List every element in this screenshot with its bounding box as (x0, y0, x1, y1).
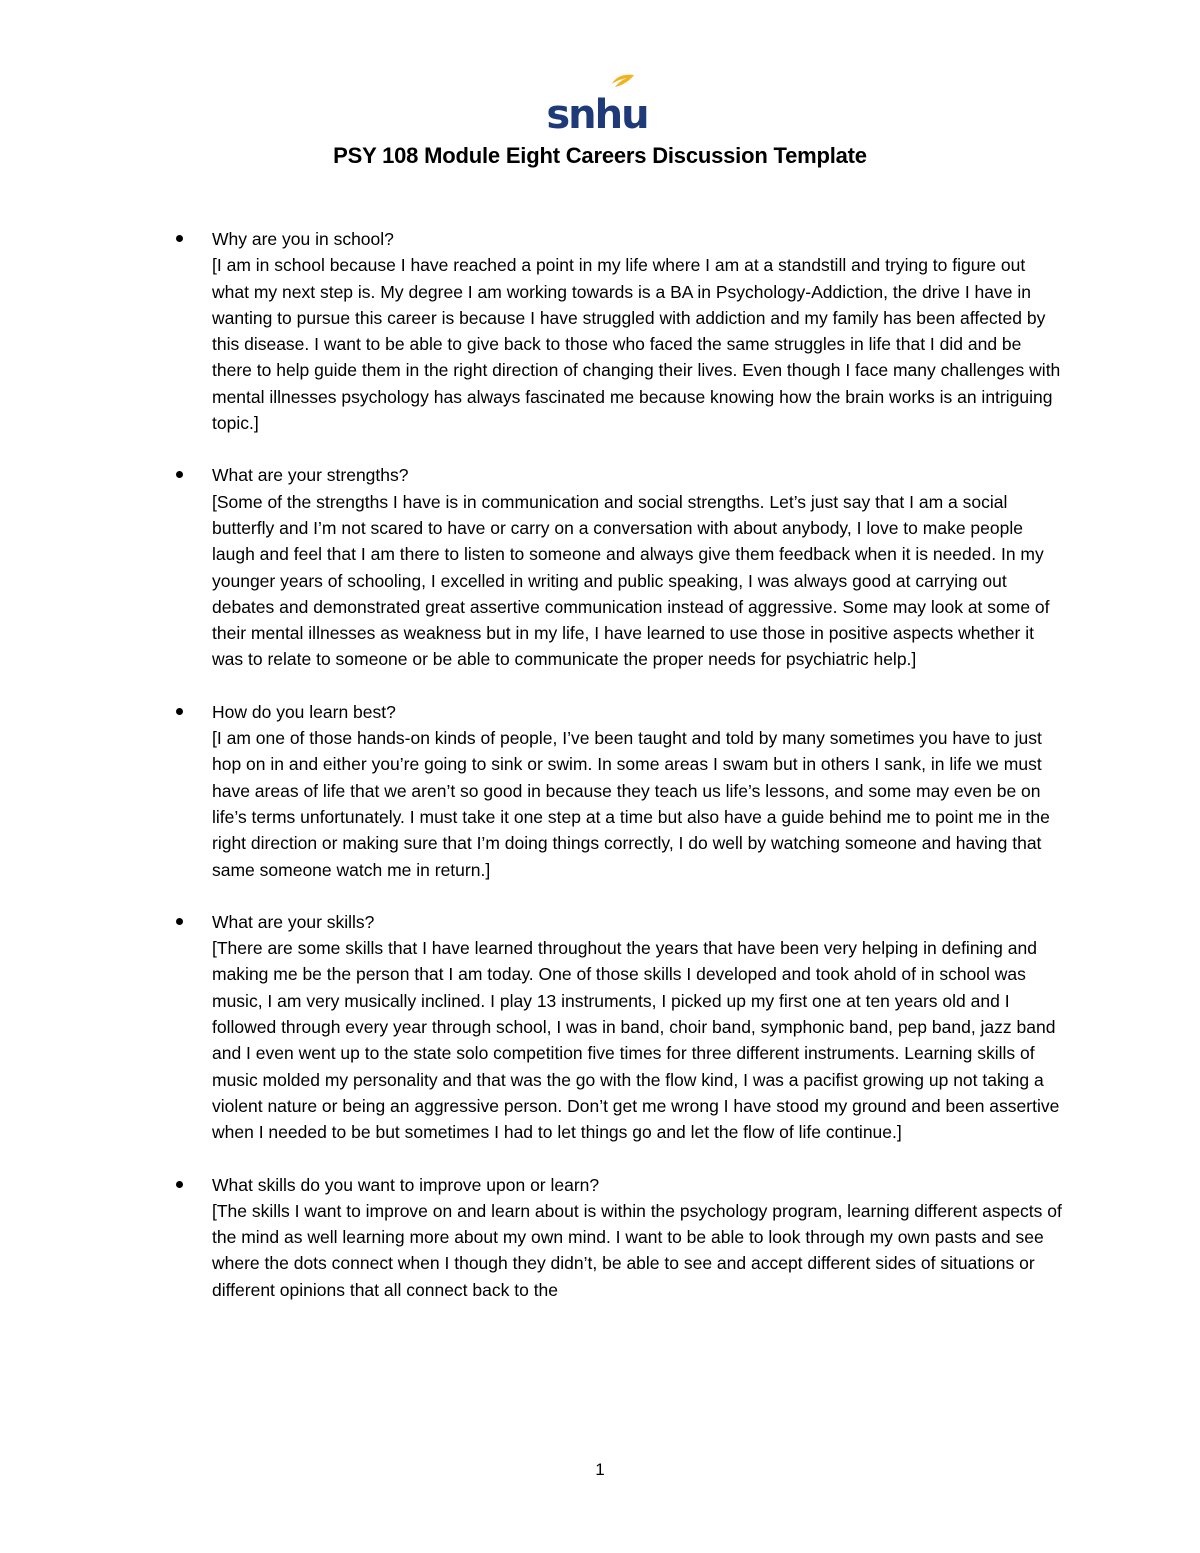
list-item (0, 699, 1062, 883)
question-list (0, 226, 1200, 1329)
answer-text: [I am in school because I have reached a point in my life where I am at a standstill and trying to figure out what my next step is. My degree I am working towards is a BA in Psychology-Addiction, the drive I have in wanting to pursue this career is because I have struggled with addiction and my family has been affected by this disease. I want to be able to give back to those who faced the same struggles in life that I did and be there to help guide them in the right direction of changing their lives. Even though I face many challenges with mental illnesses psychology has always fascinated me because knowing how the brain works is an intriguing topic.] (212, 255, 1061, 434)
document-title: PSY 108 Module Eight Careers Discussion Template (333, 143, 867, 168)
answer-text: [There are some skills that I have learned throughout the years that have been very helping in defining and making me be the person that I am today. One of those skills I developed and took ahold of in school was music, I am very musically inclined. I play 13 instruments, I picked up my first one at ten years old and I followed through every year through school, I was in band, choir band, symphonic band, pep band, jazz band and I even went up to the state solo competition five times for three different instruments. Learning skills of music molded my personality and that was the go with the flow kind, I was a pacifist growing up not taking a violent nature or being an aggressive person. Don’t get me wrong I have stood my ground and been assertive when I needed to be but sometimes I had to let things go and let the flow of life continue.] (212, 938, 1060, 1143)
snhu-logo-graphic (546, 72, 648, 138)
bullet-icon (176, 708, 183, 715)
list-item (0, 226, 1062, 436)
leaf-icon (612, 75, 634, 87)
question-text: Why are you in school? (212, 229, 394, 249)
bullet-icon (176, 471, 183, 478)
page-number: 1 (595, 1460, 605, 1479)
bullet-icon (176, 1181, 183, 1188)
logo-wordmark: snhu (546, 92, 648, 138)
list-item (0, 462, 1062, 672)
answer-text: [The skills I want to improve on and learn about is within the psychology program, learning different aspects of the mind as well learning more about my own mind. I want to be able to look through my own pasts and see where the dots connect when I though they didn’t, be able to see and accept different sides of situations or different opinions that all connect back to the (212, 1200, 1062, 1300)
question-text: What skills do you want to improve upon or learn? (212, 1174, 600, 1195)
list-item (0, 1172, 1062, 1303)
list-item (0, 909, 1062, 1146)
bullet-icon (176, 235, 183, 242)
answer-text: [I am one of those hands-on kinds of people, I’ve been taught and told by many sometimes you have to just hop on in and either you’re going to sink or swim. In some areas I swam but in others I sank, in life we must have areas of life that we aren’t so good in because they teach us life’s lessons, and some may even be on life’s terms unfortunately. I must take it one step at a time but also have a guide behind me to point me in the right direction or making sure that I’m doing things correctly, I do well by watching someone and having that same someone watch me in return.] (212, 728, 1050, 880)
snhu-logo (546, 72, 648, 138)
question-text: How do you learn best? (212, 701, 396, 722)
question-text: What are your skills? (212, 911, 375, 932)
bullet-icon (176, 918, 183, 925)
question-text: What are your strengths? (212, 465, 409, 486)
answer-text: [Some of the strengths I have is in communication and social strengths. Let’s just say that I am a social butterfly and I’m not scared to have or carry on a conversation with about anybody, I love to make people laugh and feel that I am there to listen to someone and always give them feedback when it is needed. In my younger years of schooling, I excelled in writing and public speaking, I was always good at carrying out debates and demonstrated great assertive communication instead of aggressive. Some may look at some of their mental illnesses as weakness but in my life, I have learned to use those in positive aspects whether it was to relate to someone or be able to communicate the proper needs for psychiatric help.] (212, 491, 1050, 670)
